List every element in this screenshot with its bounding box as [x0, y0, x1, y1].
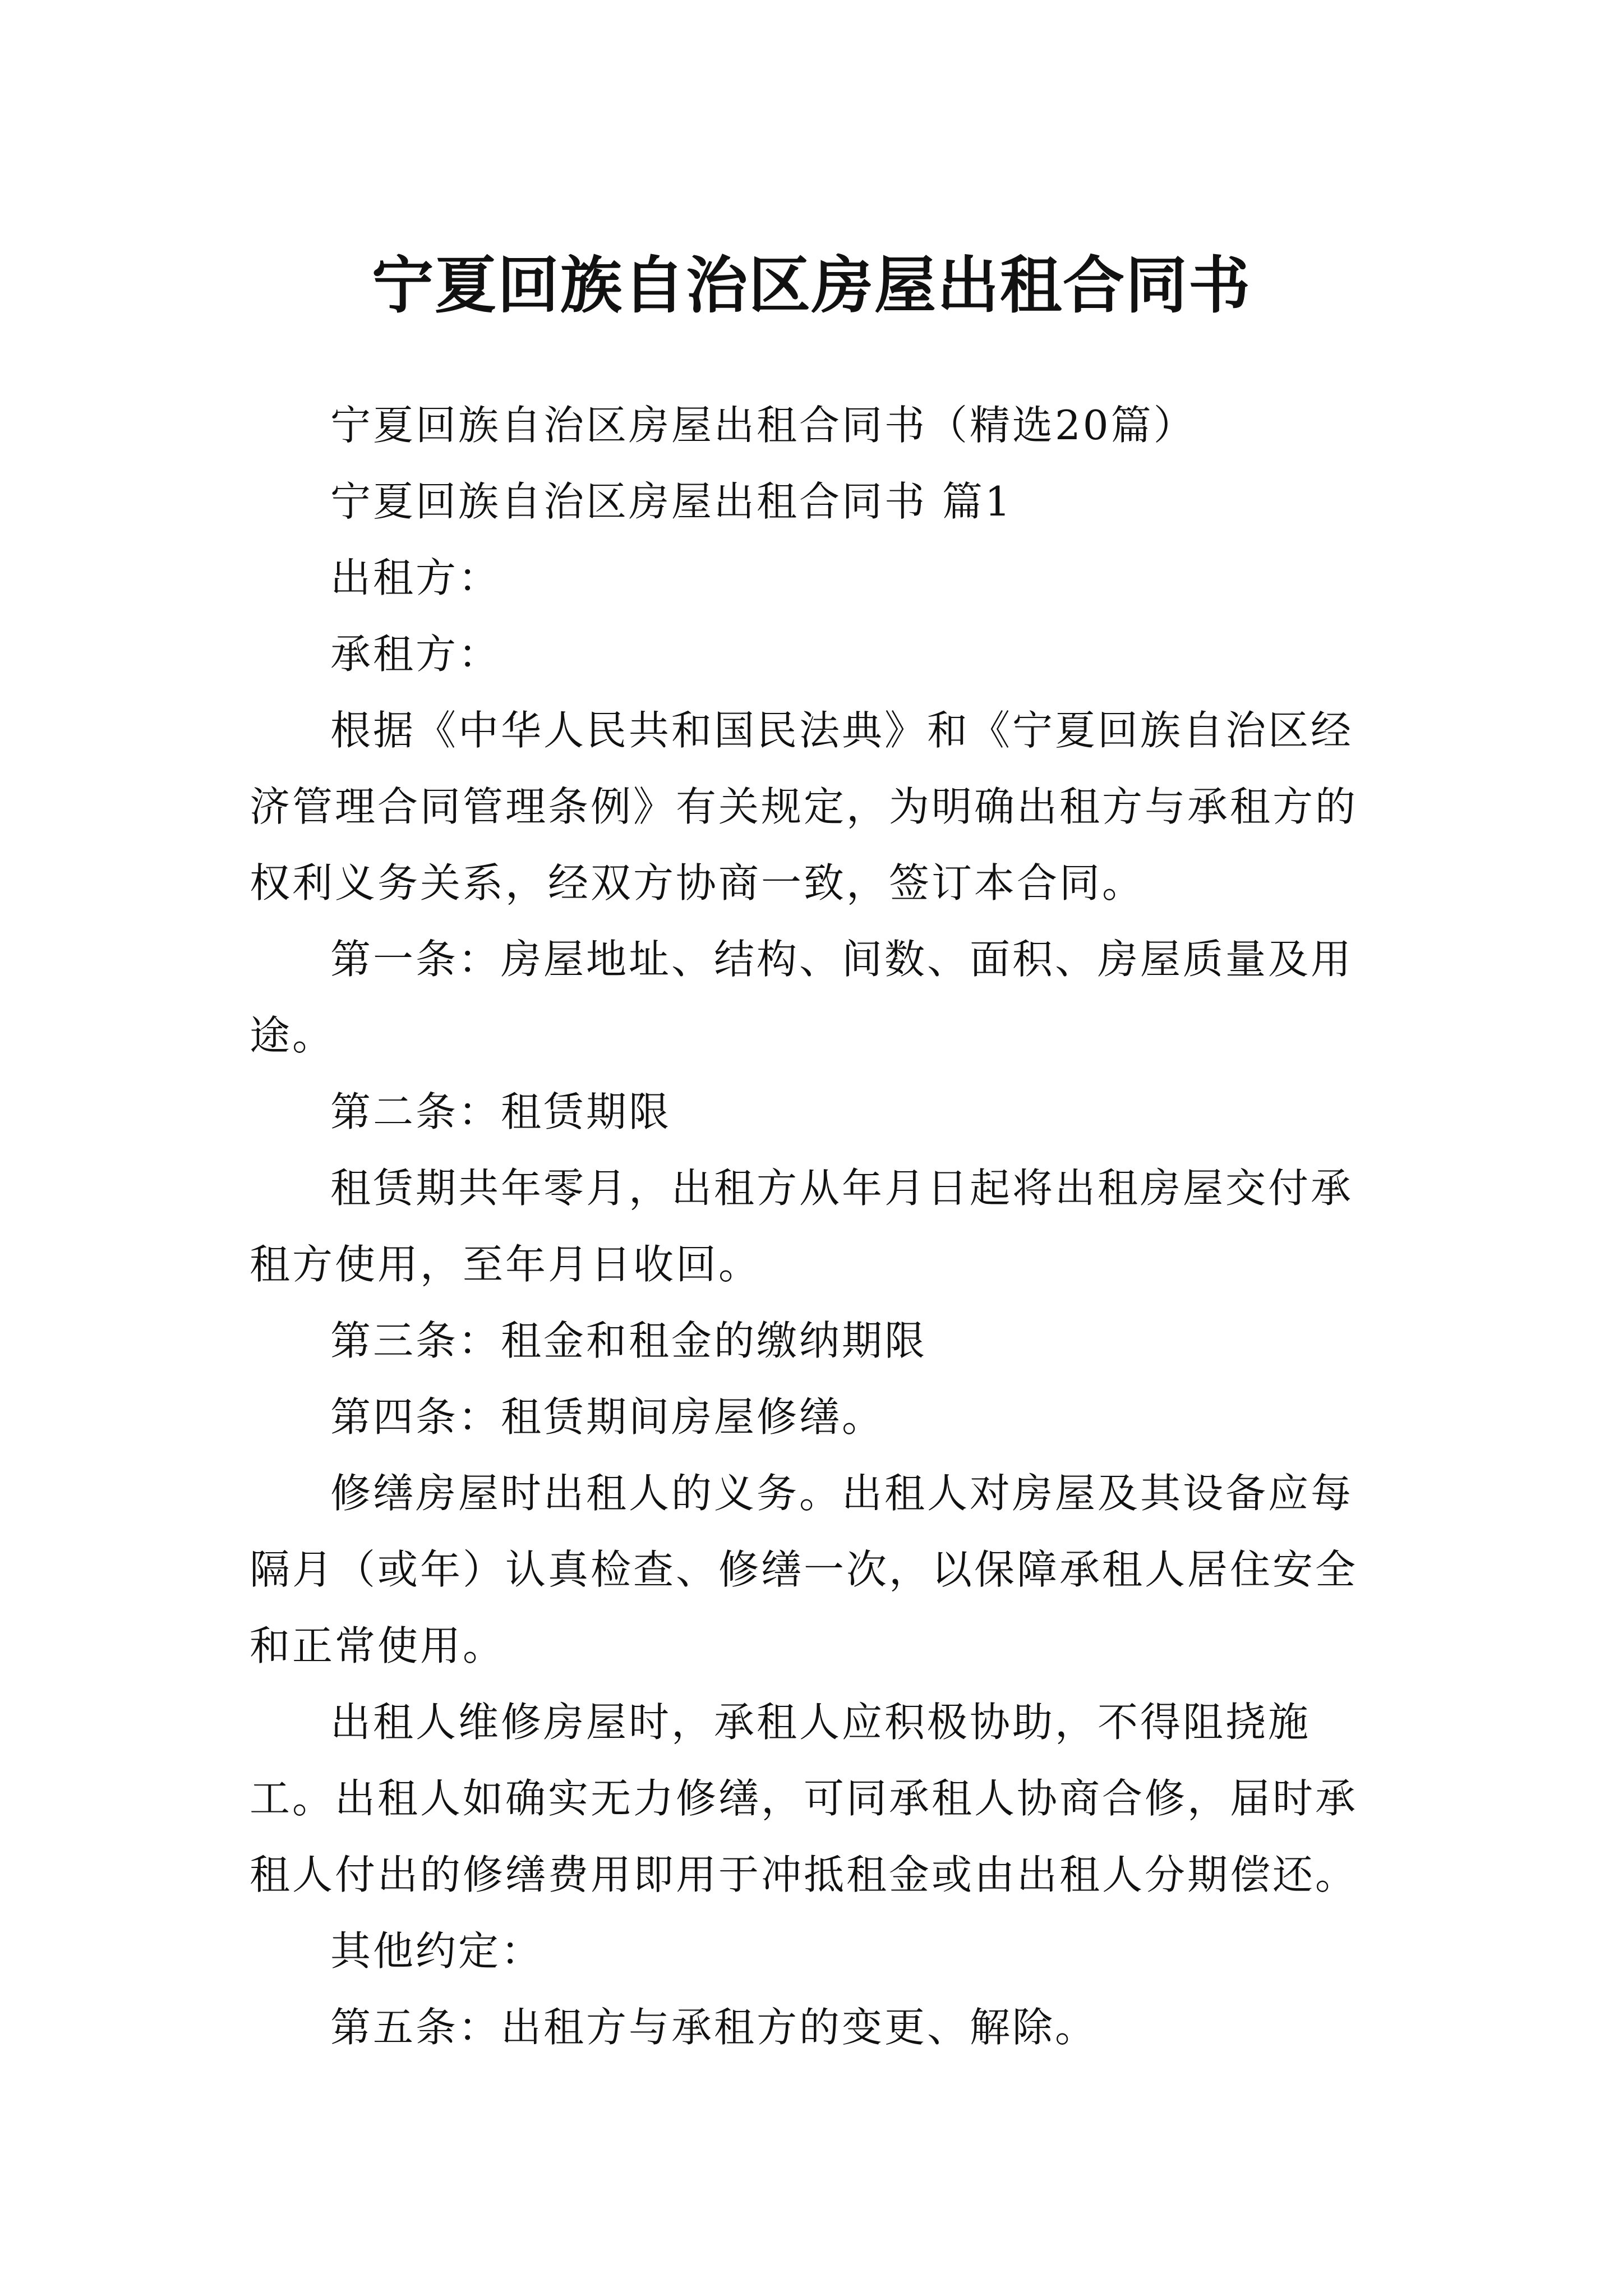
lease-term-paragraph: 租赁期共年零月，出租方从年月日起将出租房屋交付承租方使用，至年月日收回。 — [250, 1165, 1354, 1288]
repair-obligation-paragraph: 修缮房屋时出租人的义务。出租人对房屋及其设备应每隔月（或年）认真检查、修缮一次，以保障承租人居住安全和正常使用。 — [250, 1470, 1358, 1669]
document-title: 宁夏回族自治区房屋出租合同书 — [372, 249, 1251, 321]
other-terms-line: 其他约定： — [330, 1927, 544, 1975]
article-3: 第三条：租金和租金的缴纳期限 — [330, 1317, 928, 1364]
article-5: 第五条：出租方与承租方的变更、解除。 — [330, 2004, 1098, 2051]
article-2: 第二条：租赁期限 — [330, 1088, 672, 1135]
lessor-line: 出租方： — [330, 554, 501, 601]
section-heading: 宁夏回族自治区房屋出租合同书 篇1 — [330, 478, 1013, 525]
article-1: 第一条：房屋地址、结构、间数、面积、房屋质量及用途。 — [250, 936, 1354, 1059]
document-body — [250, 387, 1377, 2065]
lessee-line: 承租方： — [330, 631, 501, 678]
repair-cooperation-paragraph: 出租人维修房屋时，承租人应积极协助，不得阻挠施工。出租人如确实无力修缮，可同承租人协商合修，届时承租人付出的修缮费用即用于冲抵租金或由出租人分期偿还。 — [250, 1699, 1358, 1898]
preamble-paragraph: 根据《中华人民共和国民法典》和《宁夏回族自治区经济管理合同管理条例》有关规定，为明确出租方与承租方的权利义务关系，经双方协商一致，签订本合同。 — [250, 707, 1358, 907]
subtitle-paragraph: 宁夏回族自治区房屋出租合同书（精选20篇） — [330, 402, 1196, 449]
article-4: 第四条：租赁期间房屋修缮。 — [330, 1393, 885, 1441]
